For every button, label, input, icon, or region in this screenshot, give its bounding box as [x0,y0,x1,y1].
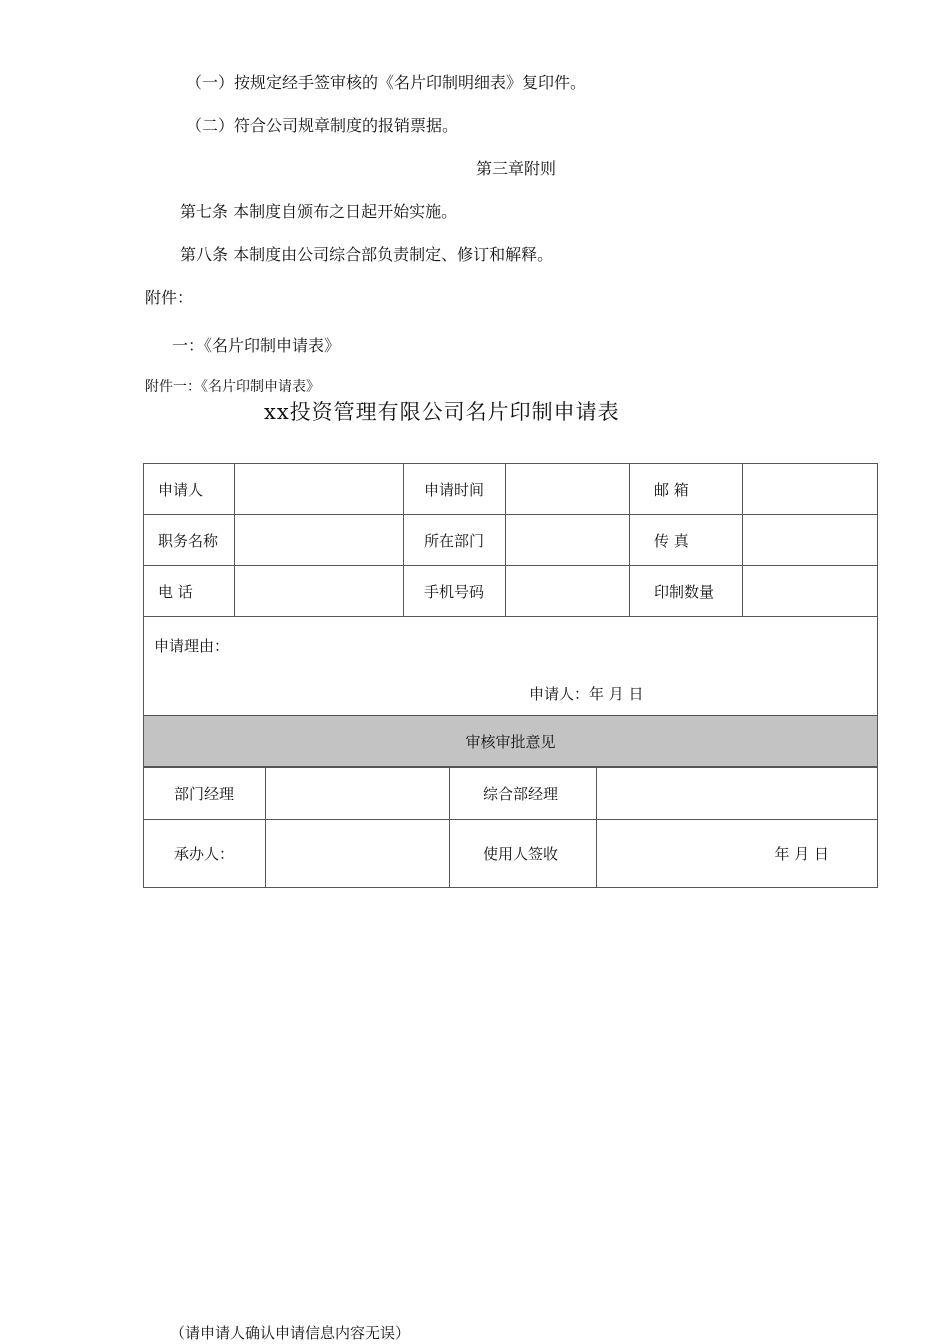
fax-field[interactable] [743,515,878,566]
phone-label: 电 话 [144,566,235,617]
form-caption: 附件一：《名片印制申请表》 [145,379,320,395]
general-manager-field[interactable] [597,768,878,820]
dept-manager-field[interactable] [266,768,450,820]
table-row [144,820,878,888]
section-item-1: （一）按规定经手签审核的《名片印制明细表》复印件。 [186,73,587,92]
approval-header-row [144,716,878,767]
approval-header: 审核审批意见 [144,716,878,767]
table-row [144,515,878,566]
approval-table [143,767,878,888]
position-field[interactable] [235,515,404,566]
handler-label: 承办人： [144,820,266,888]
mobile-label: 手机号码 [404,566,506,617]
department-label: 所在部门 [404,515,506,566]
footer-note: （请申请人确认申请信息内容无误） [170,1324,411,1342]
reason-row [144,617,878,716]
article-7: 第七条 本制度自颁布之日起开始实施。 [180,202,458,221]
fax-label: 传 真 [630,515,743,566]
user-sign-date[interactable]: 年 月 日 [597,820,878,888]
table-row [144,768,878,820]
position-label: 职务名称 [144,515,235,566]
quantity-label: 印制数量 [630,566,743,617]
attachment-1-link: 一：《名片印制申请表》 [172,336,341,355]
general-manager-label: 综合部经理 [450,768,597,820]
user-sign-label: 使用人签收 [450,820,597,888]
table-row [144,566,878,617]
applicant-label: 申请人 [144,464,235,515]
department-field[interactable] [506,515,630,566]
application-info-table [143,463,878,767]
apply-time-label: 申请时间 [404,464,506,515]
section-item-2: （二）符合公司规章制度的报销票据。 [186,116,459,135]
applicant-field[interactable] [235,464,404,515]
quantity-field[interactable] [743,566,878,617]
email-field[interactable] [743,464,878,515]
applicant-signature-date: 申请人：年 月 日 [529,685,644,703]
attachments-label: 附件： [145,288,194,307]
form-title: xx投资管理有限公司名片印制申请表 [264,400,620,424]
article-8: 第八条 本制度由公司综合部负责制定、修订和解释。 [180,245,554,264]
reason-field[interactable] [144,617,878,716]
apply-time-field[interactable] [506,464,630,515]
phone-field[interactable] [235,566,404,617]
reason-label: 申请理由： [154,637,230,655]
table-row [144,464,878,515]
email-label: 邮 箱 [630,464,743,515]
chapter-heading: 第三章附则 [476,159,557,178]
dept-manager-label: 部门经理 [144,768,266,820]
handler-field[interactable] [266,820,450,888]
mobile-field[interactable] [506,566,630,617]
